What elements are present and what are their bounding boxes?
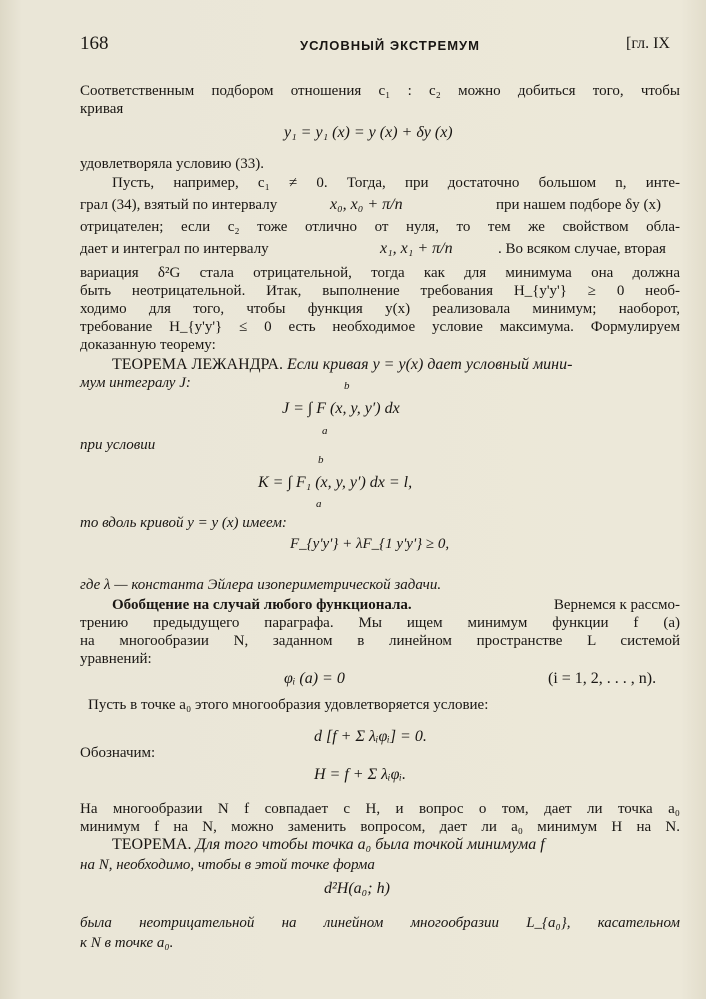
theorem-line [112,836,680,854]
theorem-line: мум интегралу J: [80,375,191,391]
text-line: На многообразии N f совпадает с H, и вопрос о том, дает ли точка a₀ [80,801,680,817]
text-line: трению предыдущего параграфа. Мы ищем минимум функции f (a) [80,615,680,631]
text-fragment: при нашем подборе δy (x) [496,197,662,213]
running-title: УСЛОВНЫЙ ЭКСТРЕМУМ [300,38,480,53]
theorem-title: ТЕОРЕМА. [112,836,192,853]
formula-constraint: φᵢ (a) = 0 [284,670,345,687]
text-line: Обозначим: [80,745,156,761]
theorem-line: где λ — константа Эйлера изопериметрической задачи. [80,577,442,593]
interval-2: x₁, x₁ + π/n [380,240,453,257]
section-line [112,596,680,614]
theorem-line: на N, необходимо, чтобы в этой точке форма [80,857,375,873]
theorem-line: к N в точке a₀. [80,935,174,951]
section-title: Обобщение на случай любого функционала. [112,597,412,613]
theorem-text: Если кривая y = y(x) дает условный мини- [286,356,573,373]
condition-line: при условии [80,437,156,453]
formula-index-range: (i = 1, 2, . . . , n). [548,670,657,687]
theorem-title: ТЕОРЕМА ЛЕЖАНДРА. [112,356,283,373]
text-line: ходимо для того, чтобы функция y(x) реализовала минимум; наоборот, [80,301,680,317]
formula-legendre: F_{y'y'} + λF_{1 y'y'} ≥ 0, [290,536,450,552]
theorem-line: была неотрицательной на линейном многообразии L_{a₀}, касательном [80,915,680,931]
integral-lower-limit: a [316,498,322,510]
text-line [80,196,680,214]
text-line: кривая [80,101,124,117]
formula-J: J = ∫ F (x, y, y′) dx [282,400,400,417]
text-line: требование H_{y'y'} ≤ 0 есть необходимое условие максимума. Формулируем [80,319,680,335]
chapter-label: [гл. IX [626,35,670,52]
integral-upper-limit: b [344,380,350,392]
text-line: уравнений: [80,651,152,667]
text-line: быть неотрицательной. Итак, выполнение требования H_{y'y'} ≥ 0 необ- [80,283,680,299]
integral-upper-limit: b [318,454,324,466]
formula-K: K = ∫ F₁ (x, y, y′) dx = l, [258,474,413,491]
theorem-text: Для того чтобы точка a₀ была точкой минимума f [195,836,545,853]
text-line: Соответственным подбором отношения c₁ : c₂ можно добиться того, чтобы [80,83,680,99]
text-line: Пусть, например, c₁ ≠ 0. Тогда, при достаточно большом n, инте- [112,175,680,191]
interval-1: x₀, x₀ + π/n [330,196,403,213]
theorem-line [112,356,680,374]
text-fragment: грал (34), взятый по интервалу [80,197,278,213]
text-line [80,240,680,258]
text-line: вариация δ²G стала отрицательной, тогда как для минимума она должна [80,265,680,281]
formula-y1: y₁ = y₁ (x) = y (x) + δy (x) [284,124,453,141]
page-number: 168 [80,33,109,54]
text-fragment: Вернемся к рассмо- [553,597,680,613]
text-fragment: дает и интеграл по интервалу [80,241,269,257]
text-line: минимум f на N, можно заменить вопросом, дает ли a₀ минимум H на N. [80,819,680,835]
text-line: Пусть в точке a₀ этого многообразия удовлетворяется условие: [88,697,489,713]
formula-differential: d [f + Σ λᵢφᵢ] = 0. [314,728,427,745]
text-line: удовлетворяла условию (33). [80,156,264,172]
formula-H: H = f + Σ λᵢφᵢ. [314,766,406,783]
formula-second-differential: d²H(a₀; h) [324,880,390,897]
theorem-line: то вдоль кривой y = y (x) имеем: [80,515,287,531]
text-line: доказанную теорему: [80,337,216,353]
text-fragment: . Во всяком случае, вторая [498,241,666,257]
text-line: на многообразии N, заданном в линейном пространстве L системой [80,633,680,649]
integral-lower-limit: a [322,425,328,437]
text-line: отрицателен; если c₂ тоже отлично от нуля, то тем же свойством обла- [80,219,680,235]
